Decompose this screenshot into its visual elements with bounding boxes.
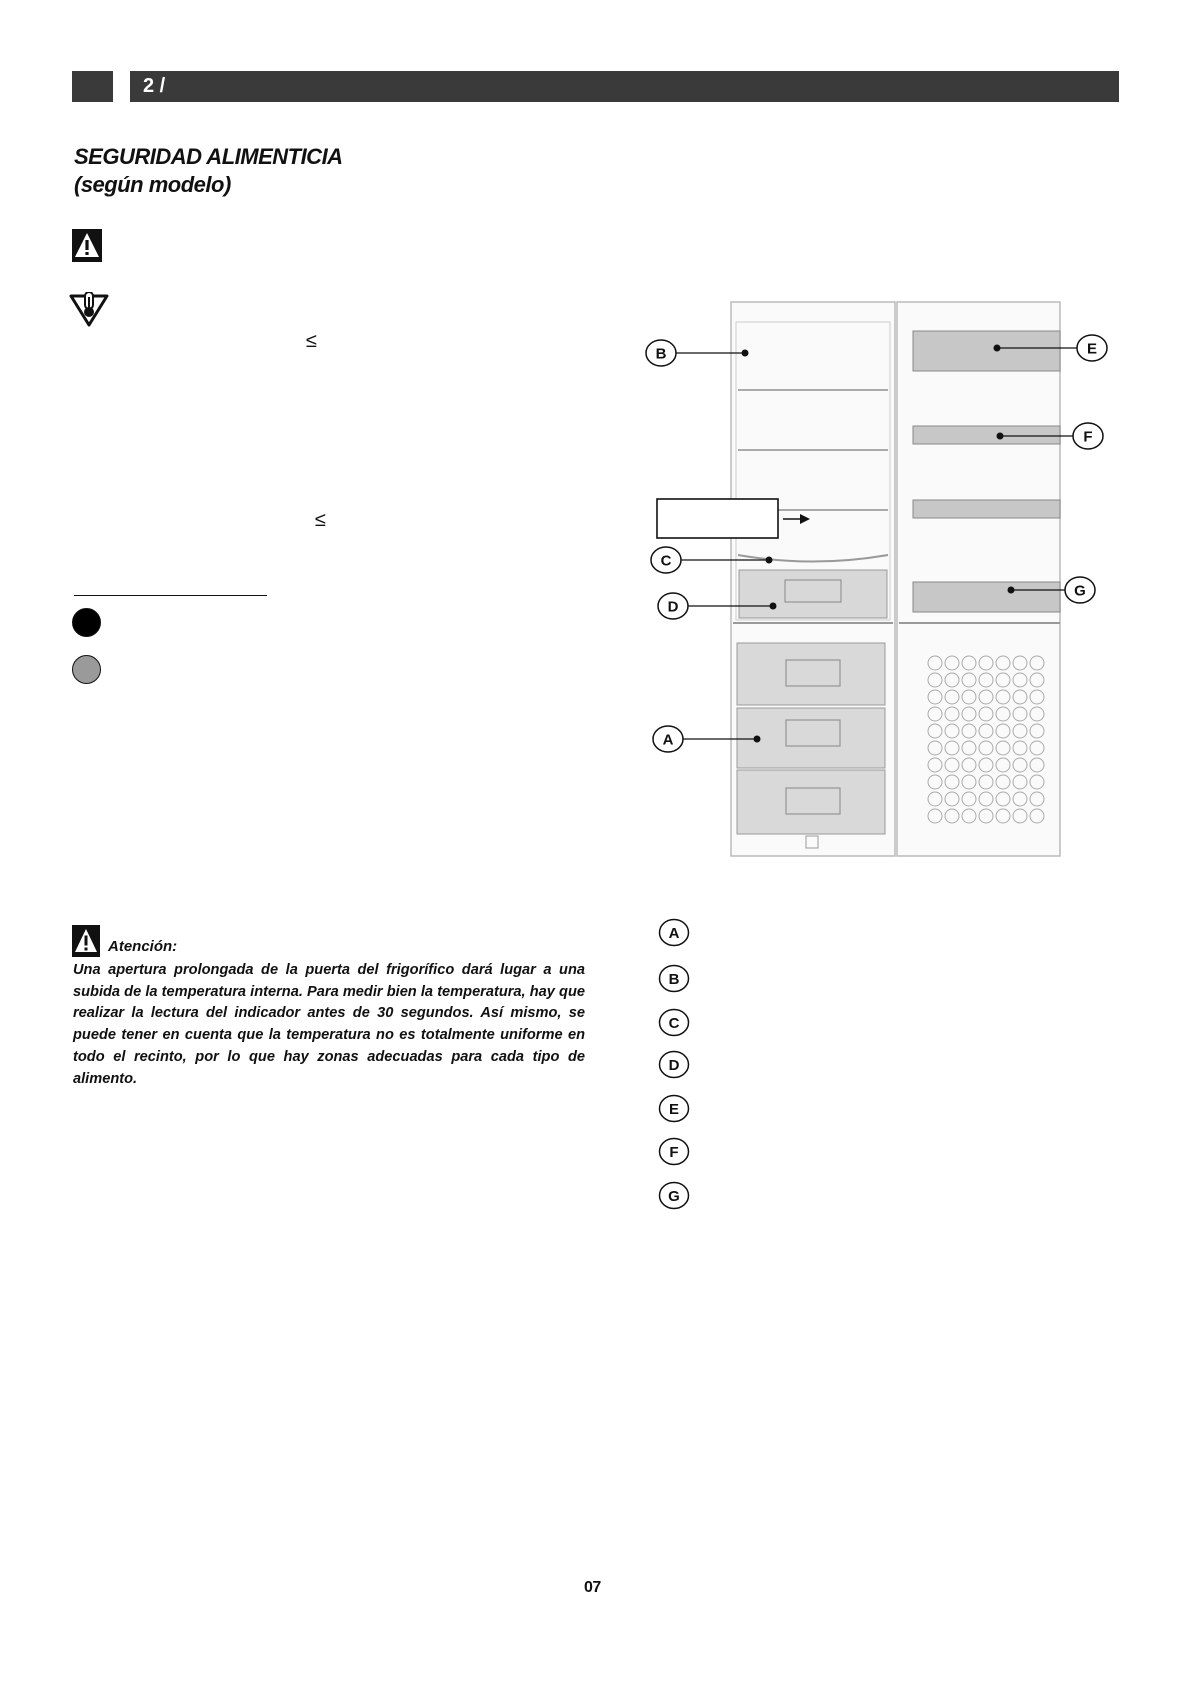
warning-icon	[72, 229, 102, 262]
svg-text:F: F	[1083, 428, 1093, 446]
attention-title: Atención:	[108, 938, 178, 955]
header-block	[72, 71, 113, 102]
fridge-door	[897, 302, 1060, 856]
indicator-box	[657, 499, 778, 538]
svg-text:A: A	[662, 731, 674, 749]
legend-item-f	[658, 1137, 690, 1166]
legend-item-a	[658, 918, 690, 947]
header-bar	[130, 71, 1119, 102]
svg-text:G: G	[1074, 582, 1086, 600]
legend-item-b	[658, 964, 690, 993]
svg-text:D: D	[668, 1057, 680, 1074]
black-dot-icon	[72, 608, 101, 637]
legend-item-c	[658, 1008, 690, 1037]
title-line-2: (según modelo)	[74, 172, 231, 197]
divider	[74, 595, 267, 596]
legend-item-g	[658, 1181, 690, 1210]
grey-dot-icon	[72, 655, 101, 684]
title-line-1: SEGURIDAD ALIMENTICIA	[74, 144, 343, 169]
svg-text:E: E	[668, 1101, 680, 1118]
attention-body: Una apertura prolongada de la puerta del frigorífico dará lugar a una subida de la temperatura interna. Para medir bien la temperatura, hay que realizar la lectura del indicador antes de 30 segundos. Así mismo, se puede tener en cuenta que la temperatura no es totalmente uniforme en todo el recinto, por lo que hay zonas adecuadas para cada tipo de alimento.	[73, 962, 585, 1087]
page-title	[74, 143, 343, 199]
svg-text:B: B	[668, 971, 680, 988]
svg-text:A: A	[668, 925, 680, 942]
page-number: 07	[584, 1579, 601, 1596]
svg-text:C: C	[660, 552, 672, 570]
svg-text:E: E	[1086, 340, 1098, 358]
warning-icon	[72, 925, 100, 957]
section-number: 2 /	[143, 75, 166, 97]
less-equal-symbol: ≤	[306, 330, 317, 352]
svg-text:B: B	[655, 345, 667, 363]
svg-text:C: C	[668, 1015, 680, 1032]
temperature-indicator-icon	[68, 292, 110, 328]
legend-item-d	[658, 1050, 690, 1079]
legend-item-e	[658, 1094, 690, 1123]
fridge-diagram	[640, 298, 1110, 858]
less-equal-symbol: ≤	[315, 509, 326, 531]
svg-text:G: G	[668, 1188, 680, 1205]
svg-text:D: D	[667, 598, 679, 616]
svg-text:F: F	[669, 1144, 679, 1161]
